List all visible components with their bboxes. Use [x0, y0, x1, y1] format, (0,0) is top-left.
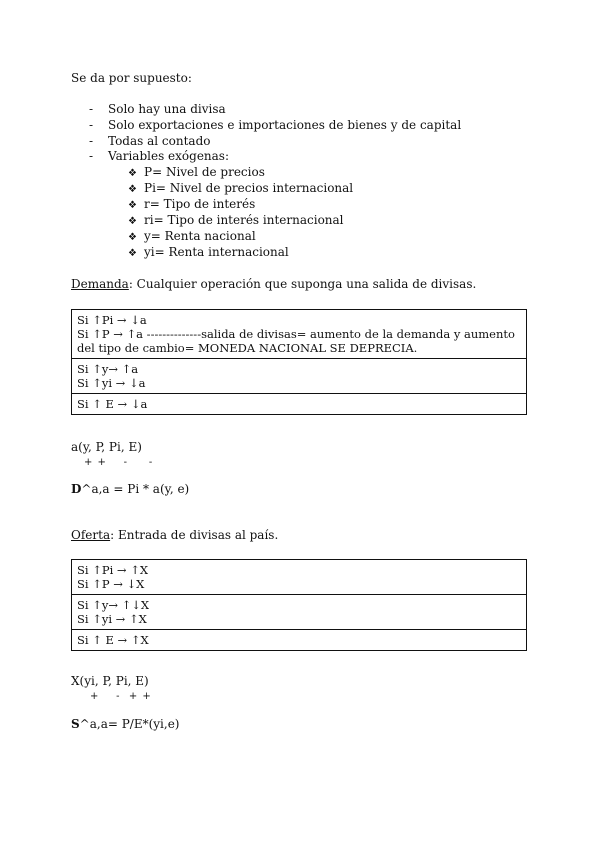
demand-heading: Demanda — [71, 277, 129, 291]
cell-line: Si ↑yi → ↑X — [77, 612, 147, 626]
variable-item — [128, 181, 353, 197]
assumption-item — [89, 134, 210, 149]
dash-marker: - — [89, 134, 94, 148]
assumption-item — [89, 102, 226, 117]
intro-text: Se da por supuesto: — [71, 71, 192, 85]
variable-text: r= Tipo de interés — [144, 197, 256, 211]
diamond-bullet-icon: ❖ — [128, 216, 137, 227]
diamond-bullet-icon: ❖ — [128, 168, 137, 179]
table-cell — [72, 560, 527, 595]
supply-function: X(yi, P, Pi, E) — [71, 674, 149, 688]
dash-marker: - — [89, 149, 94, 163]
table-row — [72, 310, 527, 359]
cell-line: Si ↑yi → ↓a — [77, 376, 146, 390]
table-cell — [72, 359, 527, 394]
table-row — [72, 630, 527, 651]
supply-definition: : Entrada de divisas al país. — [110, 528, 279, 542]
demand-formula — [71, 482, 189, 497]
supply-table — [71, 559, 527, 651]
variable-text: ri= Tipo de interés internacional — [144, 213, 344, 227]
table-cell — [72, 394, 527, 415]
variable-text: P= Nivel de precios — [144, 165, 265, 179]
supply-formula — [71, 717, 180, 732]
demand-function: a(y, P, Pi, E) — [71, 440, 142, 454]
formula-symbol: S — [71, 717, 80, 731]
cell-line: Si ↑y→ ↑↓X — [77, 598, 150, 612]
variable-item — [128, 197, 255, 213]
assumption-text: Solo exportaciones e importaciones de bienes y de capital — [108, 118, 462, 132]
diamond-bullet-icon: ❖ — [128, 248, 137, 259]
variable-text: yi= Renta internacional — [144, 245, 289, 259]
formula-text: ^a,a = Pi * a(y, e) — [81, 482, 190, 496]
variable-item — [128, 245, 289, 261]
table-row — [72, 560, 527, 595]
demand-table — [71, 309, 527, 415]
cell-line: Si ↑y→ ↑a — [77, 362, 139, 376]
variable-item — [128, 213, 344, 229]
cell-line: Si ↑ E → ↓a — [77, 397, 148, 411]
demand-signs: + + - - — [84, 457, 154, 468]
demand-definition: : Cualquier operación que suponga una salida de divisas. — [128, 277, 477, 291]
formula-symbol: D — [71, 482, 82, 496]
demand-paragraph — [71, 277, 476, 292]
table-cell — [72, 595, 527, 630]
cell-line: Si ↑ E → ↑X — [77, 633, 149, 647]
table-cell — [72, 310, 527, 359]
diamond-bullet-icon: ❖ — [128, 184, 137, 195]
table-row — [72, 359, 527, 394]
cell-line: Si ↑Pi → ↑X — [77, 563, 149, 577]
supply-paragraph — [71, 528, 278, 543]
assumption-text: Solo hay una divisa — [108, 102, 226, 116]
variable-item — [128, 165, 265, 181]
diamond-bullet-icon: ❖ — [128, 200, 137, 211]
dash-marker: - — [89, 102, 94, 116]
table-cell — [72, 630, 527, 651]
variable-text: Pi= Nivel de precios internacional — [144, 181, 354, 195]
supply-signs: + - + + — [90, 691, 152, 702]
assumption-text: Variables exógenas: — [108, 149, 230, 163]
diamond-bullet-icon: ❖ — [128, 232, 137, 243]
variable-item — [128, 229, 256, 245]
assumption-text: Todas al contado — [108, 134, 211, 148]
table-row — [72, 394, 527, 415]
cell-line: Si ↑P → ↓X — [77, 577, 145, 591]
table-row — [72, 595, 527, 630]
variable-text: y= Renta nacional — [144, 229, 256, 243]
assumption-item — [89, 149, 229, 164]
assumption-item — [89, 118, 461, 133]
cell-line: Si ↑Pi → ↓a — [77, 313, 147, 327]
formula-text: ^a,a= P/E*(yi,e) — [79, 717, 180, 731]
supply-heading: Oferta — [71, 528, 111, 542]
cell-line: Si ↑P → ↑a --------------salida de divisas= aumento de la demanda y aumento del tipo de cambio= MONEDA NACIONAL SE DEPRECIA. — [77, 327, 515, 355]
dash-marker: - — [89, 118, 94, 132]
